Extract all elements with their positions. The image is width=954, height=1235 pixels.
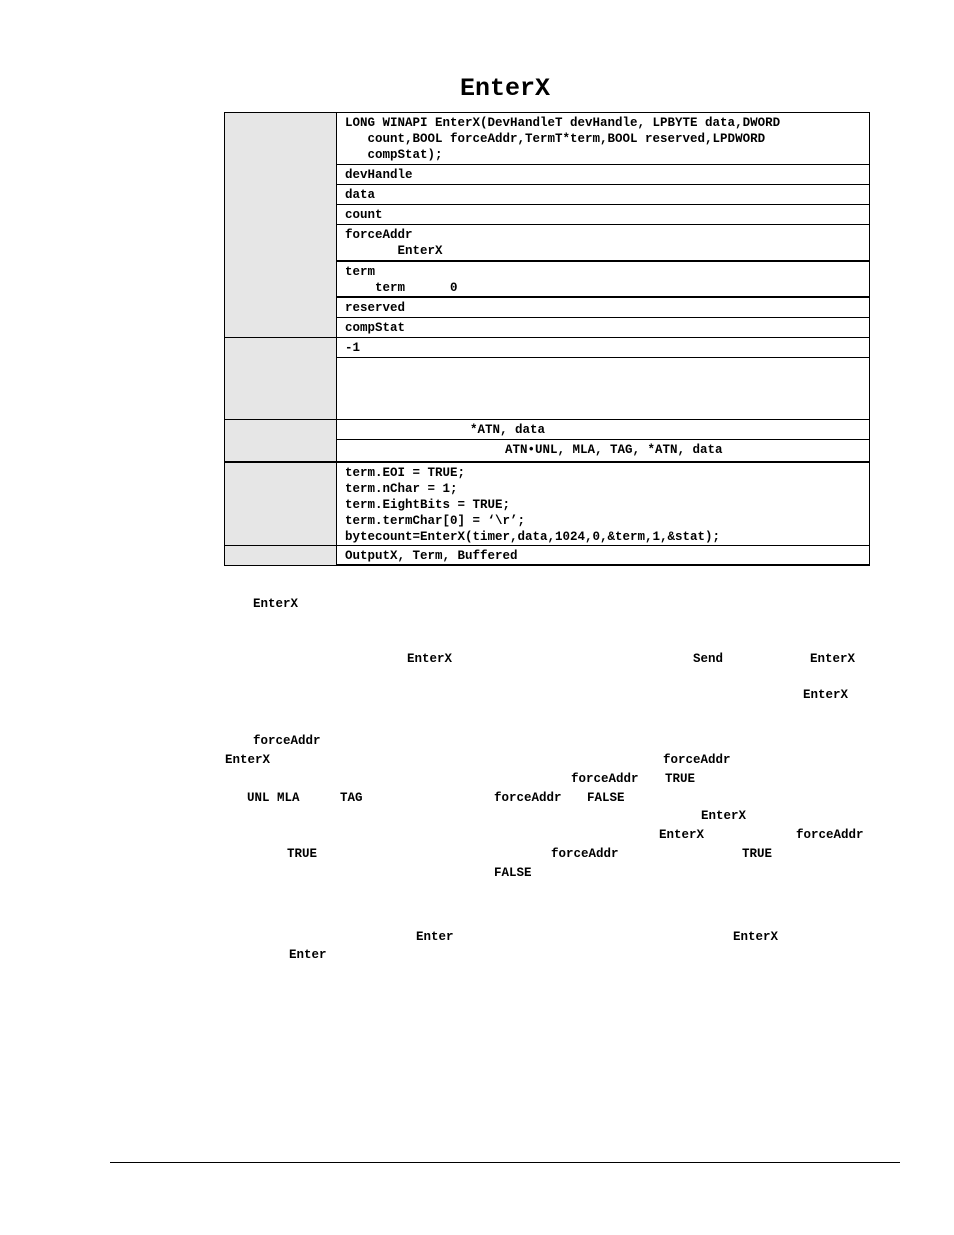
label-cell-see-also xyxy=(225,546,337,565)
label-cell-syntax xyxy=(225,113,337,338)
body-keyword: forceAddr xyxy=(494,791,562,805)
param-term-desc: term 0 xyxy=(345,281,458,295)
param-term-name: term xyxy=(345,265,376,279)
param-reserved: reserved xyxy=(337,298,869,318)
body-keyword: EnterX xyxy=(225,753,271,767)
param-data: data xyxy=(337,185,869,205)
param-forceaddr-name: forceAddr xyxy=(345,228,413,242)
param-count: count xyxy=(337,205,869,225)
body-keyword: EnterX xyxy=(253,597,299,611)
body-keyword: EnterX xyxy=(701,809,747,823)
return-value: -1 xyxy=(337,338,869,358)
body-keyword: TRUE xyxy=(665,772,696,786)
example-code: term.EOI = TRUE; term.nChar = 1; term.EightBits = TRUE; term.termChar[0] = ‘\r’; bytecount=EnterX(timer,data,1024,0,&term,1,&stat); xyxy=(337,463,869,546)
label-cell-bus-states xyxy=(225,420,337,462)
param-devhandle: devHandle xyxy=(337,165,869,185)
body-keyword: EnterX xyxy=(803,688,849,702)
body-keyword: Send xyxy=(693,652,724,666)
body-keyword: UNL MLA xyxy=(247,791,300,805)
body-keyword: TAG xyxy=(340,791,363,805)
label-cell-example xyxy=(225,463,337,545)
bus-state-1 xyxy=(337,420,869,440)
return-description xyxy=(337,358,869,420)
body-keyword: FALSE xyxy=(587,791,625,805)
param-term xyxy=(337,262,869,298)
page-title: EnterX xyxy=(459,74,550,103)
body-keyword: forceAddr xyxy=(796,828,864,842)
function-spec-table xyxy=(224,112,870,566)
body-keyword: FALSE xyxy=(494,866,532,880)
bus-state-2-text: ATN•UNL, MLA, TAG, *ATN, data xyxy=(505,443,723,457)
function-prototype: LONG WINAPI EnterX(DevHandleT devHandle, LPBYTE data,DWORD count,BOOL forceAddr,TermT*term,BOOL reserved,LPDWORD compStat); xyxy=(337,113,869,165)
body-keyword: TRUE xyxy=(742,847,773,861)
body-keyword: forceAddr xyxy=(571,772,639,786)
bus-state-2 xyxy=(337,440,869,463)
footer-rule xyxy=(110,1162,900,1163)
body-keyword: forceAddr xyxy=(663,753,731,767)
body-keyword: TRUE xyxy=(287,847,318,861)
label-cell-returns xyxy=(225,338,337,420)
param-forceaddr-desc: EnterX xyxy=(345,244,443,258)
body-keyword: Enter xyxy=(416,930,454,944)
bus-state-1-text: *ATN, data xyxy=(470,423,546,437)
body-keyword: EnterX xyxy=(659,828,705,842)
body-keyword: forceAddr xyxy=(253,734,321,748)
body-keyword: EnterX xyxy=(810,652,856,666)
body-keyword: EnterX xyxy=(733,930,779,944)
body-keyword: Enter xyxy=(289,948,327,962)
param-compstat: compStat xyxy=(337,318,869,338)
body-keyword: EnterX xyxy=(407,652,453,666)
see-also: OutputX, Term, Buffered xyxy=(345,549,518,563)
param-forceaddr xyxy=(337,225,869,262)
body-keyword: forceAddr xyxy=(551,847,619,861)
